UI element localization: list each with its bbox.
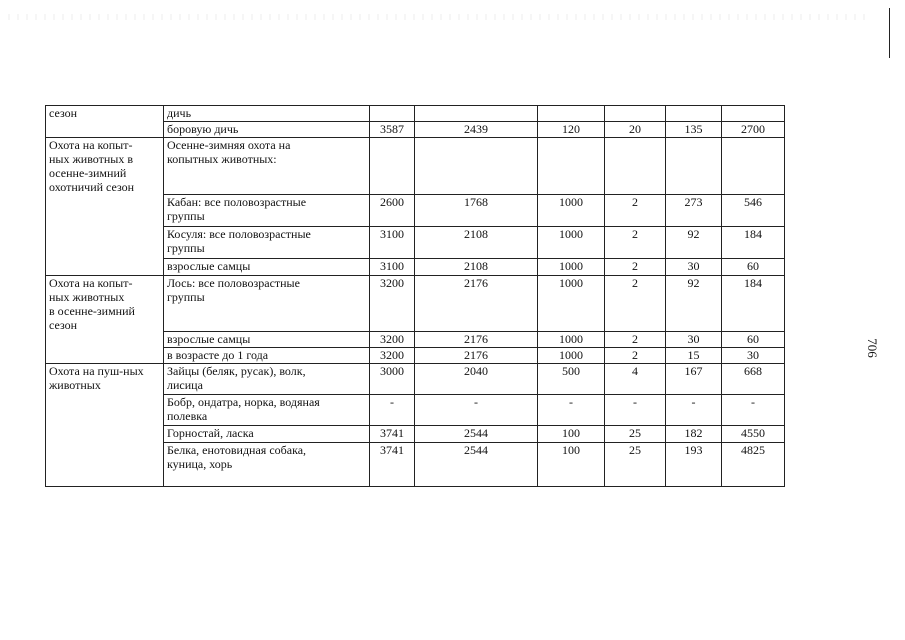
game-cell: Белка, енотовидная собака, куница, хорь (164, 443, 370, 487)
value-cell (605, 138, 666, 195)
data-table (45, 105, 785, 487)
value-cell: 1000 (538, 275, 605, 332)
value-cell: 20 (605, 122, 666, 138)
value-cell: 2 (605, 348, 666, 364)
game-cell: Бобр, ондатра, норка, водяная полевка (164, 395, 370, 426)
value-cell: 1000 (538, 348, 605, 364)
table-row (46, 443, 785, 487)
value-cell: 2108 (415, 258, 538, 275)
table-row (46, 106, 785, 122)
hunting-category-cell: Охота на пуш-ных животных (46, 364, 164, 395)
value-cell: 3587 (370, 122, 415, 138)
table-row (46, 348, 785, 364)
value-cell: 2 (605, 332, 666, 348)
value-cell: - (722, 395, 785, 426)
value-cell (722, 106, 785, 122)
table-row (46, 426, 785, 443)
value-cell: 2700 (722, 122, 785, 138)
value-cell (370, 138, 415, 195)
table-row (46, 275, 785, 332)
value-cell: 15 (666, 348, 722, 364)
hunting-category-cell (46, 395, 164, 426)
value-cell: 92 (666, 275, 722, 332)
value-cell: 4825 (722, 443, 785, 487)
value-cell: 668 (722, 364, 785, 395)
value-cell: 25 (605, 443, 666, 487)
value-cell (666, 106, 722, 122)
table-body (46, 106, 785, 487)
value-cell: 2040 (415, 364, 538, 395)
table-row (46, 138, 785, 195)
hunting-category-cell (46, 258, 164, 275)
value-cell: 546 (722, 194, 785, 226)
value-cell: 3200 (370, 348, 415, 364)
value-cell: 3741 (370, 443, 415, 487)
value-cell: 2 (605, 226, 666, 258)
value-cell: 4550 (722, 426, 785, 443)
value-cell: 167 (666, 364, 722, 395)
value-cell: 184 (722, 226, 785, 258)
value-cell (538, 106, 605, 122)
value-cell (605, 106, 666, 122)
value-cell: - (415, 395, 538, 426)
hunting-category-cell (46, 426, 164, 443)
hunting-category-cell (46, 122, 164, 138)
value-cell: 60 (722, 332, 785, 348)
value-cell (415, 138, 538, 195)
game-cell: Зайцы (беляк, русак), волк, лисица (164, 364, 370, 395)
value-cell: 2544 (415, 426, 538, 443)
hunting-category-cell: сезон (46, 106, 164, 122)
value-cell: - (605, 395, 666, 426)
game-cell: Лось: все половозрастные группы (164, 275, 370, 332)
value-cell: - (370, 395, 415, 426)
hunting-category-cell (46, 194, 164, 226)
game-cell: взрослые самцы (164, 258, 370, 275)
value-cell: 3000 (370, 364, 415, 395)
value-cell: 4 (605, 364, 666, 395)
value-cell: 500 (538, 364, 605, 395)
value-cell: 3200 (370, 332, 415, 348)
game-cell: Горностай, ласка (164, 426, 370, 443)
value-cell: 25 (605, 426, 666, 443)
value-cell: 2176 (415, 332, 538, 348)
value-cell: 120 (538, 122, 605, 138)
value-cell: 60 (722, 258, 785, 275)
hunting-category-cell (46, 443, 164, 487)
value-cell: 1000 (538, 226, 605, 258)
game-cell: в возрасте до 1 года (164, 348, 370, 364)
table-row (46, 122, 785, 138)
table-row (46, 194, 785, 226)
value-cell: 92 (666, 226, 722, 258)
value-cell: 30 (666, 258, 722, 275)
scan-edge-mark (889, 8, 890, 58)
value-cell: 3200 (370, 275, 415, 332)
value-cell (370, 106, 415, 122)
value-cell: 2 (605, 275, 666, 332)
value-cell: 273 (666, 194, 722, 226)
value-cell (538, 138, 605, 195)
value-cell (415, 106, 538, 122)
scan-noise (8, 14, 868, 20)
value-cell: 2600 (370, 194, 415, 226)
hunting-category-cell (46, 348, 164, 364)
game-cell: дичь (164, 106, 370, 122)
value-cell: 2439 (415, 122, 538, 138)
table-row (46, 226, 785, 258)
value-cell (666, 138, 722, 195)
value-cell: 2176 (415, 275, 538, 332)
value-cell: 184 (722, 275, 785, 332)
value-cell: 2176 (415, 348, 538, 364)
value-cell: 135 (666, 122, 722, 138)
game-cell: Кабан: все половозрастные группы (164, 194, 370, 226)
table-row (46, 258, 785, 275)
value-cell: 30 (722, 348, 785, 364)
value-cell: 1000 (538, 258, 605, 275)
value-cell: 30 (666, 332, 722, 348)
hunting-category-cell (46, 332, 164, 348)
value-cell (722, 138, 785, 195)
value-cell: 100 (538, 426, 605, 443)
value-cell: - (666, 395, 722, 426)
table-row (46, 395, 785, 426)
value-cell: 2 (605, 258, 666, 275)
game-cell: Осенне-зимняя охота на копытных животных: (164, 138, 370, 195)
value-cell: 2 (605, 194, 666, 226)
value-cell: 2544 (415, 443, 538, 487)
game-cell: взрослые самцы (164, 332, 370, 348)
value-cell: 3100 (370, 226, 415, 258)
hunting-category-cell: Охота на копыт- ных животных в осенне-зимний сезон (46, 275, 164, 332)
hunting-category-cell: Охота на копыт- ных животных в осенне-зимний охотничий сезон (46, 138, 164, 195)
table-row (46, 332, 785, 348)
game-cell: боровую дичь (164, 122, 370, 138)
value-cell: 182 (666, 426, 722, 443)
table-row (46, 364, 785, 395)
value-cell: 3100 (370, 258, 415, 275)
value-cell: 1000 (538, 332, 605, 348)
game-cell: Косуля: все половозрастные группы (164, 226, 370, 258)
value-cell: 3741 (370, 426, 415, 443)
value-cell: 2108 (415, 226, 538, 258)
value-cell: 1768 (415, 194, 538, 226)
value-cell: 100 (538, 443, 605, 487)
hunting-category-cell (46, 226, 164, 258)
page-number: 706 (865, 338, 880, 358)
value-cell: - (538, 395, 605, 426)
value-cell: 1000 (538, 194, 605, 226)
value-cell: 193 (666, 443, 722, 487)
